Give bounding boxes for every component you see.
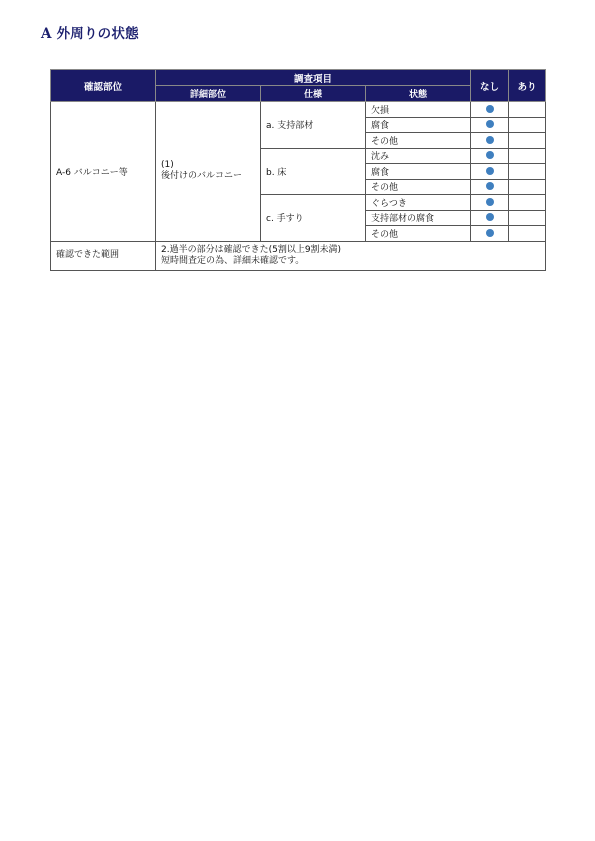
header-present: あり (509, 70, 546, 102)
condition-cell: その他 (366, 226, 471, 242)
present-cell (509, 179, 546, 195)
survey-table (50, 69, 546, 271)
none-cell (471, 133, 509, 149)
range-row (51, 241, 546, 270)
range-line-2: 短時間査定の為、詳細未確認です。 (161, 255, 305, 266)
condition-cell: 腐食 (366, 117, 471, 133)
location-cell: A-6 バルコニー等 (51, 102, 156, 242)
header-survey-items: 調査項目 (156, 70, 471, 86)
range-text-cell (156, 241, 546, 270)
present-cell (509, 195, 546, 211)
none-cell (471, 148, 509, 164)
condition-cell: 沈み (366, 148, 471, 164)
none-cell (471, 117, 509, 133)
none-mark-icon (486, 229, 494, 237)
none-mark-icon (486, 198, 494, 206)
condition-cell: その他 (366, 133, 471, 149)
condition-cell: 腐食 (366, 164, 471, 180)
header-condition: 状態 (366, 86, 471, 102)
header-none: なし (471, 70, 509, 102)
page-title: A 外周りの状態 (41, 26, 139, 42)
present-cell (509, 117, 546, 133)
spec-cell: a. 支持部材 (261, 102, 366, 149)
none-cell (471, 195, 509, 211)
header-location: 確認部位 (51, 70, 156, 102)
condition-cell: 欠損 (366, 102, 471, 118)
none-cell (471, 226, 509, 242)
none-mark-icon (486, 167, 494, 175)
none-mark-icon (486, 182, 494, 190)
none-cell (471, 102, 509, 118)
present-cell (509, 164, 546, 180)
condition-cell: ぐらつき (366, 195, 471, 211)
present-cell (509, 133, 546, 149)
none-mark-icon (486, 136, 494, 144)
present-cell (509, 102, 546, 118)
present-cell (509, 226, 546, 242)
none-cell (471, 179, 509, 195)
present-cell (509, 210, 546, 226)
detail-name: 後付けのバルコニー (161, 171, 243, 182)
detail-location-cell (156, 102, 261, 242)
none-cell (471, 164, 509, 180)
none-mark-icon (486, 105, 494, 113)
range-line-1: 2.過半の部分は確認できた(5割以上9割未満) (161, 244, 342, 255)
present-cell (509, 148, 546, 164)
spec-cell: b. 床 (261, 148, 366, 195)
range-label: 確認できた範囲 (51, 241, 156, 270)
none-mark-icon (486, 213, 494, 221)
condition-cell: 支持部材の腐食 (366, 210, 471, 226)
condition-cell: その他 (366, 179, 471, 195)
spec-cell: c. 手すり (261, 195, 366, 242)
table-row (51, 102, 546, 118)
none-mark-icon (486, 120, 494, 128)
none-cell (471, 210, 509, 226)
header-detail-location: 詳細部位 (156, 86, 261, 102)
detail-number: (1) (161, 160, 174, 171)
none-mark-icon (486, 151, 494, 159)
header-spec: 仕様 (261, 86, 366, 102)
